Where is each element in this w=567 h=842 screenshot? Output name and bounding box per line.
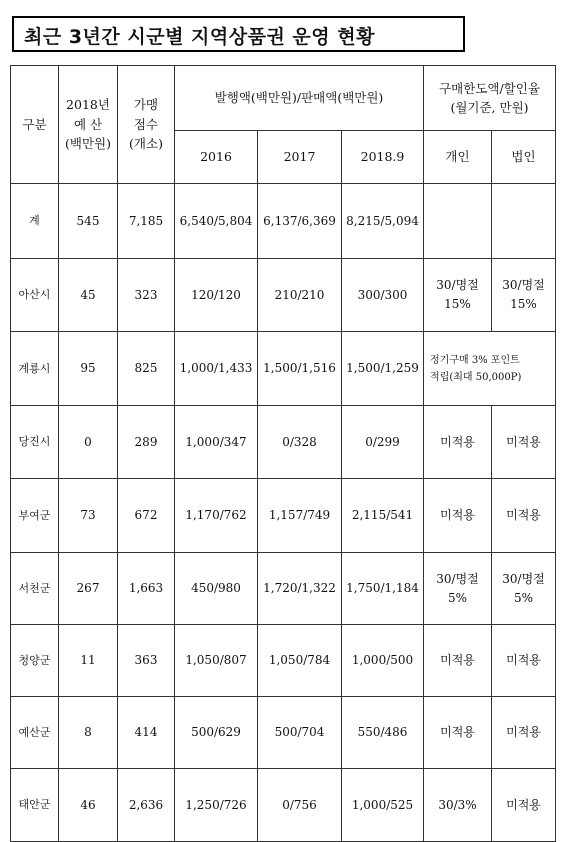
- row-2018: 1,500/1,259: [342, 332, 424, 406]
- row-corporate: 미적용: [492, 479, 556, 553]
- row-2016: 1,000/1,433: [175, 332, 258, 406]
- row-name: 계: [11, 184, 59, 259]
- row-2016: 1,170/762: [175, 479, 258, 553]
- table-row: [11, 697, 556, 769]
- row-individual: 미적용: [424, 625, 492, 697]
- row-individual-line2: 15%: [444, 297, 471, 311]
- header-budget-line2: 예 산: [73, 116, 103, 132]
- table-row: [11, 184, 556, 259]
- row-stores: 825: [118, 332, 175, 406]
- row-2017: 1,157/749: [258, 479, 342, 553]
- row-budget: 11: [59, 625, 118, 697]
- header-year-2018: 2018.9: [342, 131, 424, 184]
- row-name: 서천군: [11, 553, 59, 625]
- row-budget: 95: [59, 332, 118, 406]
- row-individual-line2: 5%: [447, 590, 468, 605]
- row-name: 부여군: [11, 479, 59, 553]
- row-2018: 1,000/525: [342, 769, 424, 842]
- row-2018: 8,215/5,094: [342, 184, 424, 259]
- table-row: [11, 479, 556, 553]
- row-2018: 2,115/541: [342, 479, 424, 553]
- table-row: [11, 332, 556, 406]
- header-budget-line1: 2018년: [66, 97, 110, 113]
- row-2016: 1,050/807: [175, 625, 258, 697]
- row-stores: 7,185: [118, 184, 175, 259]
- row-individual: [424, 259, 492, 332]
- row-stores: 2,636: [118, 769, 175, 842]
- row-corporate: [492, 184, 556, 259]
- row-name: 예산군: [11, 697, 59, 769]
- row-2017: 1,050/784: [258, 625, 342, 697]
- row-merged-note: [424, 332, 556, 406]
- header-individual: 개인: [424, 131, 492, 184]
- row-2016: 1,250/726: [175, 769, 258, 842]
- table-row: [11, 625, 556, 697]
- table-row: [11, 769, 556, 842]
- row-budget: 267: [59, 553, 118, 625]
- header-stores: [118, 66, 175, 184]
- row-name: 아산시: [11, 259, 59, 332]
- row-stores: 1,663: [118, 553, 175, 625]
- row-stores: 289: [118, 406, 175, 479]
- row-2018: 550/486: [342, 697, 424, 769]
- row-name: 당진시: [11, 406, 59, 479]
- row-individual: 30/3%: [424, 769, 492, 842]
- row-individual-line1: 30/명절: [436, 571, 479, 586]
- row-2018: 1,000/500: [342, 625, 424, 697]
- row-corporate-line1: 30/명절: [502, 278, 545, 293]
- row-corporate: [492, 259, 556, 332]
- row-2017: 6,137/6,369: [258, 184, 342, 259]
- row-individual: [424, 184, 492, 259]
- row-budget: 545: [59, 184, 118, 259]
- header-stores-line2: 점수: [133, 116, 159, 132]
- row-stores: 323: [118, 259, 175, 332]
- row-corporate: 미적용: [492, 697, 556, 769]
- row-2017: 0/756: [258, 769, 342, 842]
- row-stores: 363: [118, 625, 175, 697]
- row-stores: 414: [118, 697, 175, 769]
- row-2016: 6,540/5,804: [175, 184, 258, 259]
- row-budget: 46: [59, 769, 118, 842]
- row-2017: 500/704: [258, 697, 342, 769]
- header-year-2017: 2017: [258, 131, 342, 184]
- row-individual-line1: 30/명절: [436, 278, 479, 293]
- row-2016: 500/629: [175, 697, 258, 769]
- row-2018: 0/299: [342, 406, 424, 479]
- header-limit-line2: (월기준, 만원): [450, 100, 529, 115]
- row-2017: 1,500/1,516: [258, 332, 342, 406]
- row-corporate: [492, 553, 556, 625]
- row-budget: 0: [59, 406, 118, 479]
- row-budget: 8: [59, 697, 118, 769]
- row-2016: 450/980: [175, 553, 258, 625]
- header-budget: [59, 66, 118, 184]
- row-2017: 0/328: [258, 406, 342, 479]
- row-corporate-line2: 5%: [513, 590, 534, 605]
- row-individual: [424, 553, 492, 625]
- table-row: [11, 259, 556, 332]
- row-stores: 672: [118, 479, 175, 553]
- row-budget: 45: [59, 259, 118, 332]
- row-2018: 1,750/1,184: [342, 553, 424, 625]
- table-row: [11, 553, 556, 625]
- row-2018: 300/300: [342, 259, 424, 332]
- page-title: 최근 3년간 시군별 지역상품권 운영 현황: [24, 26, 375, 48]
- row-name: 청양군: [11, 625, 59, 697]
- row-corporate: 미적용: [492, 769, 556, 842]
- header-year-2016: 2016: [175, 131, 258, 184]
- row-corporate: 미적용: [492, 625, 556, 697]
- row-2017: 1,720/1,322: [258, 553, 342, 625]
- row-individual: 미적용: [424, 479, 492, 553]
- row-name: 태안군: [11, 769, 59, 842]
- row-merged-line2: 적립(최대 50,000P): [430, 371, 522, 383]
- row-budget: 73: [59, 479, 118, 553]
- header-corporate: 법인: [492, 131, 556, 184]
- row-individual: 미적용: [424, 406, 492, 479]
- row-2017: 210/210: [258, 259, 342, 332]
- header-limit-line1: 구매한도액/할인율: [439, 80, 540, 96]
- row-name: 계룡시: [11, 332, 59, 406]
- table-row: [11, 406, 556, 479]
- row-2016: 120/120: [175, 259, 258, 332]
- header-issue-group: 발행액(백만원)/판매액(백만원): [175, 66, 424, 131]
- row-individual: 미적용: [424, 697, 492, 769]
- header-limit-group: [424, 66, 556, 131]
- header-category: 구분: [11, 66, 59, 184]
- header-stores-line3: (개소): [129, 136, 163, 152]
- row-corporate: 미적용: [492, 406, 556, 479]
- row-2016: 1,000/347: [175, 406, 258, 479]
- row-merged-line1: 정기구매 3% 포인트: [430, 354, 520, 366]
- voucher-table: [10, 65, 556, 842]
- header-budget-line3: (백만원): [65, 136, 111, 152]
- title-box: [12, 16, 465, 52]
- header-stores-line1: 가맹: [133, 97, 159, 113]
- row-corporate-line2: 15%: [510, 297, 537, 311]
- row-corporate-line1: 30/명절: [502, 571, 545, 586]
